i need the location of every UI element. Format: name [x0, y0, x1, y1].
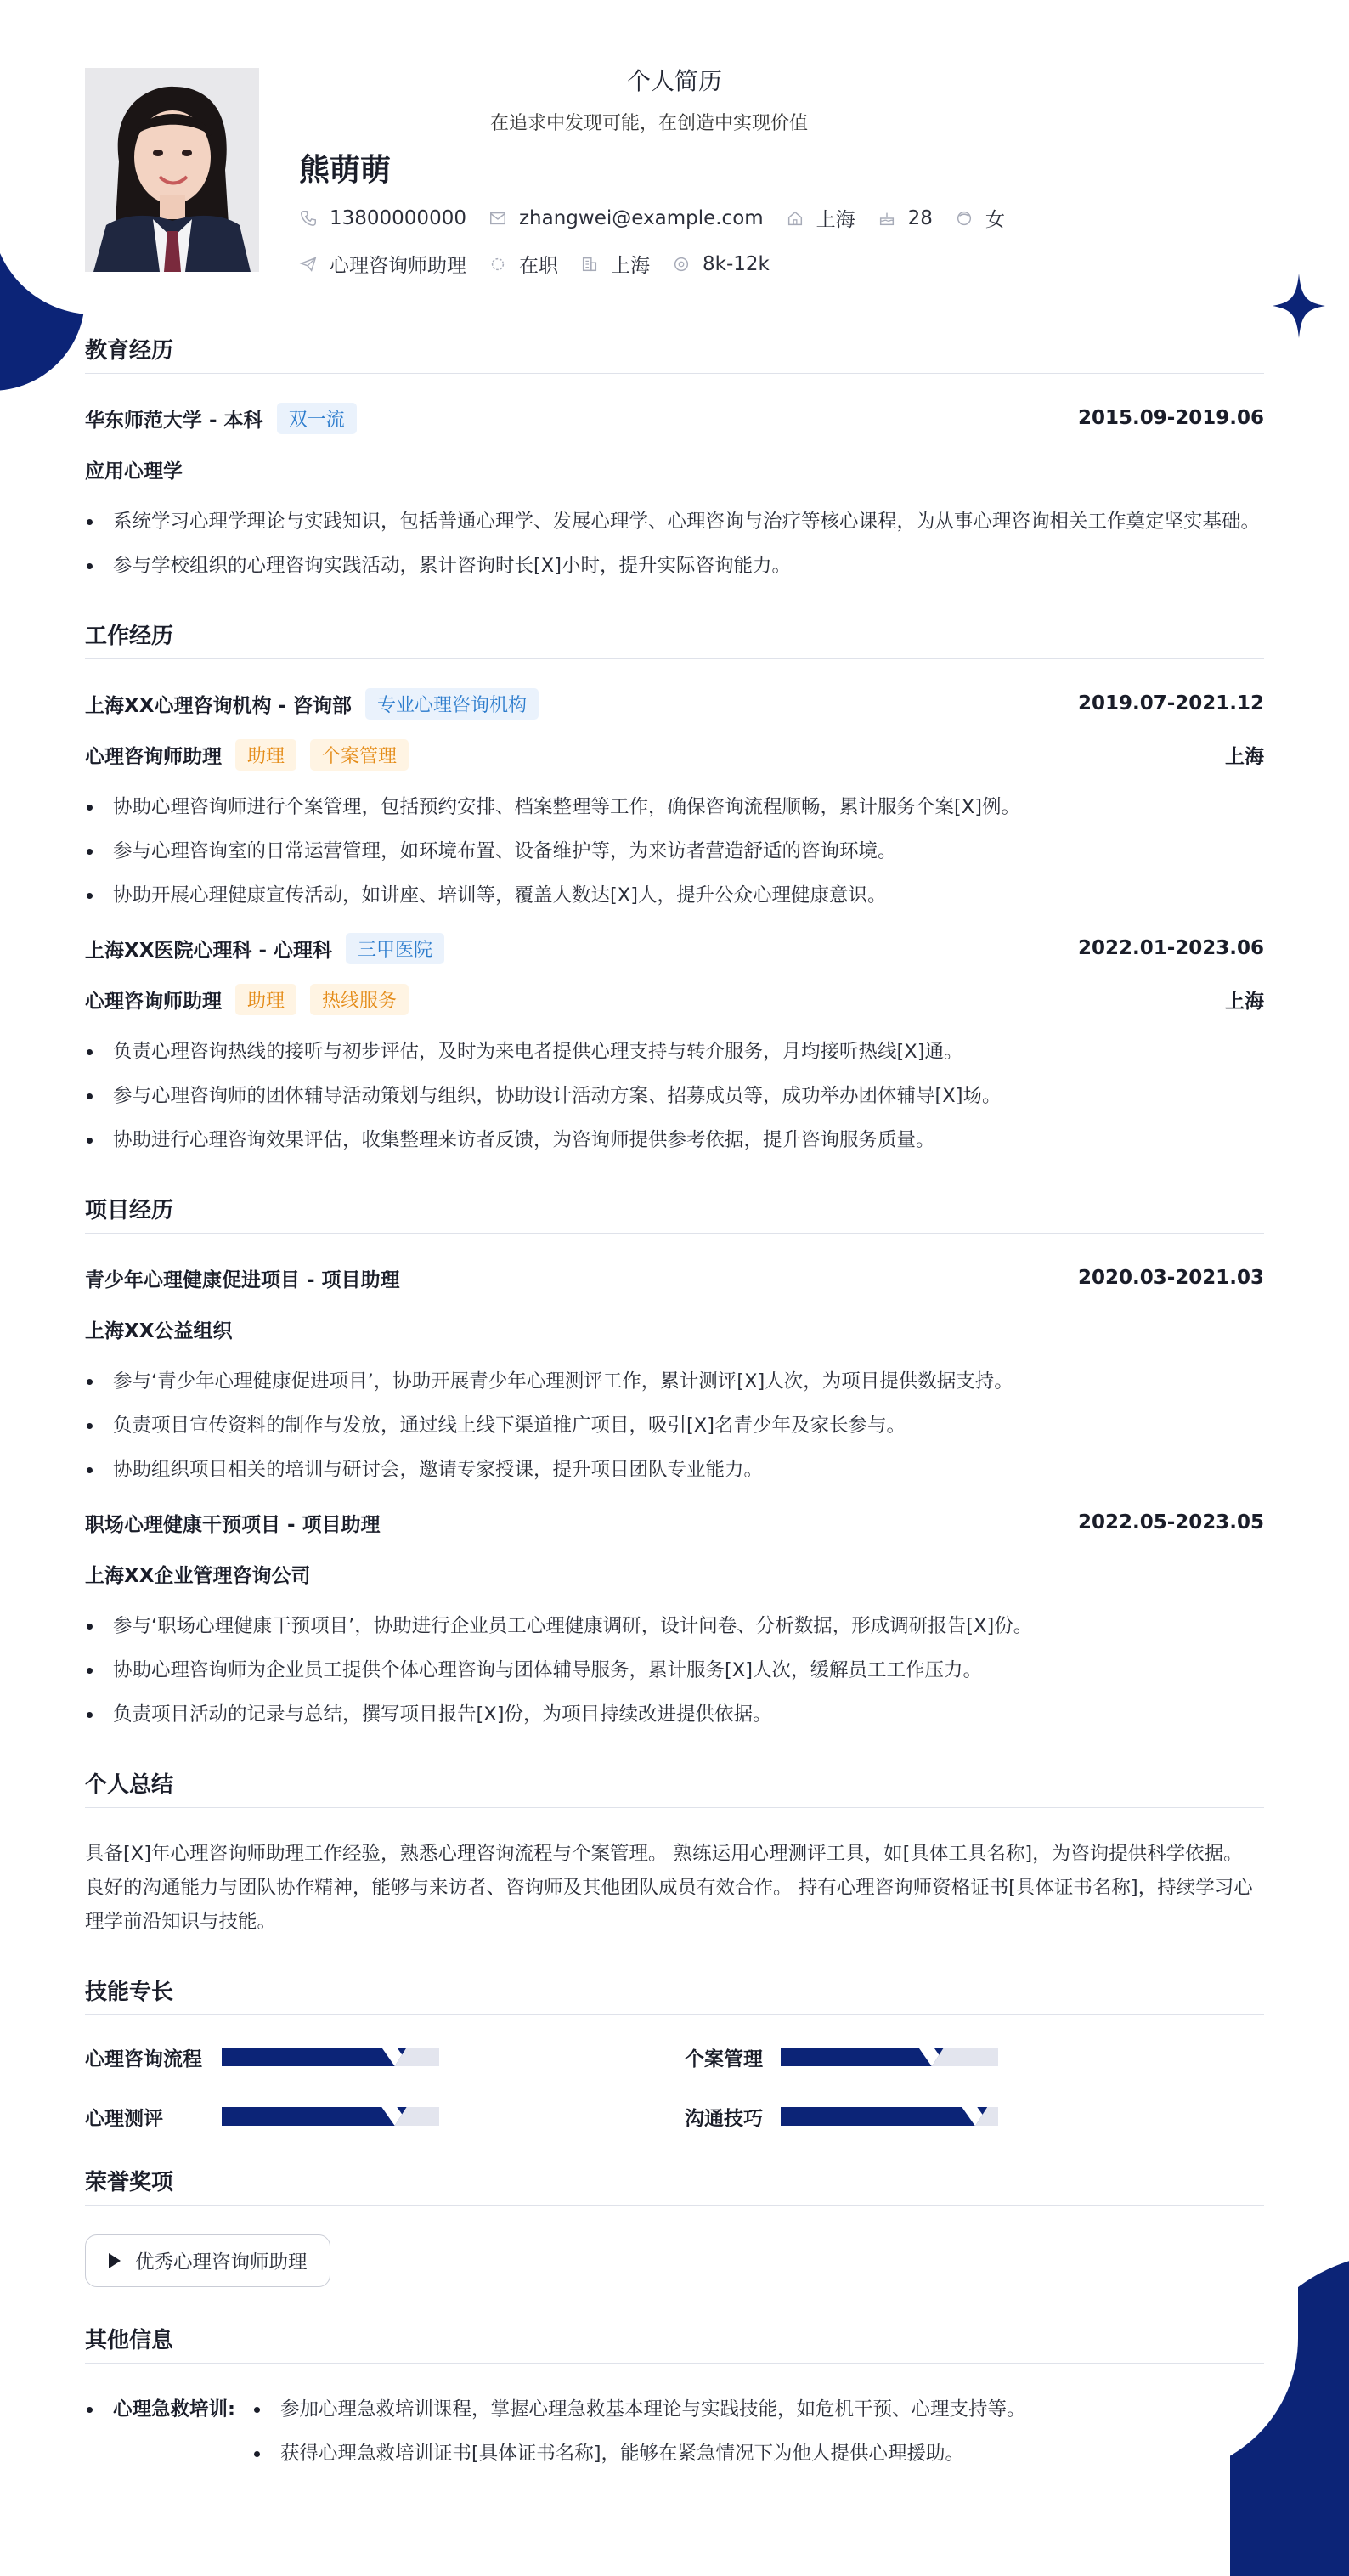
- skill-name: 个案管理: [685, 2048, 763, 2070]
- school-tag: 双一流: [277, 403, 357, 434]
- list-item: 获得心理急救培训证书[具体证书名称]，能够在紧急情况下为他人提供心理援助。: [252, 2437, 1026, 2471]
- work-role: 心理咨询师助理: [85, 745, 222, 768]
- job-status: 在职: [488, 250, 558, 278]
- work-city: 上海: [1225, 990, 1264, 1013]
- resume-content: [85, 333, 1264, 2517]
- list-item: 参与心理咨询师的团体辅导活动策划与组织，协助设计活动方案、招募成员等，成功举办团体辅导[X]场。: [85, 1079, 1264, 1113]
- list-item: 负责项目宣传资料的制作与发放，通过线上线下渠道推广项目，吸引[X]名青少年及家长参与。: [85, 1409, 1264, 1443]
- status-icon: [488, 255, 507, 274]
- project-entry: [85, 1263, 1264, 1487]
- list-item: 负责项目活动的记录与总结，撰写项目报告[X]份，为项目持续改进提供依据。: [85, 1698, 1264, 1731]
- building-icon: [580, 255, 599, 274]
- work-role-tag: 助理: [235, 984, 296, 1015]
- other-label: 心理急救培训:: [85, 2392, 252, 2481]
- work-title: 工作经历: [85, 619, 1264, 659]
- work-org-tag: 专业心理咨询机构: [365, 688, 539, 720]
- skill-item: [85, 2104, 685, 2129]
- project-name: 职场心理健康干预项目 - 项目助理: [85, 1513, 381, 1536]
- home-icon: [786, 209, 804, 228]
- person-name: 熊萌萌: [299, 153, 392, 188]
- work-bullets: [85, 1035, 1264, 1157]
- work-city: 上海: [1225, 745, 1264, 768]
- work-period: 2019.07-2021.12: [1077, 692, 1264, 715]
- list-item: 参加心理急救培训课程，掌握心理急救基本理论与实践技能，如危机干预、心理支持等。: [252, 2392, 1026, 2426]
- list-item: 参与‘职场心理健康干预项目’，协助进行企业员工心理健康调研，设计问卷、分析数据，形成调研报告[X]份。: [85, 1609, 1264, 1643]
- major-name: 应用心理学: [85, 460, 183, 483]
- awards-title: 荣誉奖项: [85, 2165, 1264, 2206]
- list-item: 负责心理咨询热线的接听与初步评估，及时为来电者提供心理支持与转介服务，月均接听热线[X]通。: [85, 1035, 1264, 1069]
- other-bullets: [252, 2392, 1026, 2481]
- project-section: [85, 1193, 1264, 1731]
- play-icon: [108, 2252, 121, 2269]
- skill-bar: [781, 2107, 998, 2126]
- skill-item: [685, 2044, 1264, 2070]
- contact-age: 28: [878, 207, 933, 229]
- project-period: 2020.03-2021.03: [1077, 1267, 1264, 1289]
- skill-bar: [222, 2048, 439, 2066]
- page-subtitle: 在追求中发现可能，在创造中实现价值: [489, 113, 808, 134]
- work-role-tag: 热线服务: [310, 984, 409, 1015]
- list-item: 协助进行心理咨询效果评估，收集整理来访者反馈，为咨询师提供参考依据，提升咨询服务质量。: [85, 1123, 1264, 1157]
- salary-icon: [672, 255, 691, 274]
- contact-email: zhangwei@example.com: [488, 207, 764, 229]
- work-role: 心理咨询师助理: [85, 990, 222, 1013]
- list-item: 参与学校组织的心理咨询实践活动，累计咨询时长[X]小时，提升实际咨询能力。: [85, 549, 1264, 583]
- star-icon: [1273, 274, 1325, 338]
- education-title: 教育经历: [85, 333, 1264, 374]
- other-section: [85, 2323, 1264, 2481]
- skill-name: 沟通技巧: [685, 2107, 763, 2130]
- contact-city: 上海: [786, 204, 855, 232]
- contact-row: [299, 204, 1027, 232]
- education-bullets: [85, 505, 1264, 583]
- summary-section: [85, 1767, 1264, 1939]
- work-entry: [85, 688, 1264, 912]
- contact-phone: 13800000000: [299, 207, 466, 229]
- profile-photo: [85, 68, 259, 272]
- list-item: 系统学习心理学理论与实践知识，包括普通心理学、发展心理学、心理咨询与治疗等核心课程，为从事心理咨询相关工作奠定坚实基础。: [85, 505, 1264, 539]
- work-org: 上海XX心理咨询机构 - 咨询部: [85, 694, 353, 717]
- list-item: 协助开展心理健康宣传活动，如讲座、培训等，覆盖人数达[X]人，提升公众心理健康意识。: [85, 878, 1264, 912]
- education-entry: [85, 403, 1264, 583]
- work-org-tag: 三甲医院: [346, 933, 444, 964]
- job-intent-row: [299, 250, 792, 278]
- education-period: 2015.09-2019.06: [1077, 407, 1264, 429]
- list-item: 协助心理咨询师进行个案管理，包括预约安排、档案整理等工作，确保咨询流程顺畅，累计服务个案[X]例。: [85, 790, 1264, 824]
- skill-item: [85, 2044, 685, 2070]
- list-item: 参与‘青少年心理健康促进项目’，协助开展青少年心理测评工作，累计测评[X]人次，为项目提供数据支持。: [85, 1364, 1264, 1398]
- skills-title: 技能专长: [85, 1974, 1264, 2015]
- project-bullets: [85, 1364, 1264, 1487]
- work-org: 上海XX医院心理科 - 心理科: [85, 939, 333, 962]
- award-label: 优秀心理咨询师助理: [135, 2251, 308, 2274]
- work-period: 2022.01-2023.06: [1077, 937, 1264, 959]
- skill-fill: [781, 2107, 987, 2126]
- skill-fill: [781, 2048, 944, 2066]
- summary-title: 个人总结: [85, 1767, 1264, 1808]
- school-name: 华东师范大学 - 本科: [85, 409, 263, 432]
- contact-gender: 女: [955, 204, 1005, 232]
- other-title: 其他信息: [85, 2323, 1264, 2364]
- job-salary: 8k-12k: [672, 253, 770, 275]
- work-bullets: [85, 790, 1264, 912]
- skill-name: 心理测评: [85, 2107, 163, 2130]
- skill-fill: [222, 2107, 407, 2126]
- awards-section: [85, 2165, 1264, 2287]
- list-item: 协助心理咨询师为企业员工提供个体心理咨询与团体辅导服务，累计服务[X]人次，缓解员工工作压力。: [85, 1653, 1264, 1687]
- work-entry: [85, 933, 1264, 1157]
- skill-item: [685, 2104, 1264, 2129]
- phone-icon: [299, 209, 318, 228]
- project-period: 2022.05-2023.05: [1077, 1511, 1264, 1534]
- project-org: 上海XX公益组织: [85, 1319, 233, 1342]
- skill-name: 心理咨询流程: [85, 2048, 202, 2070]
- page-title: 个人简历: [626, 67, 722, 95]
- award-item[interactable]: [85, 2234, 330, 2287]
- work-role-tag: 助理: [235, 739, 296, 771]
- list-item: 参与心理咨询室的日常运营管理，如环境布置、设备维护等，为来访者营造舒适的咨询环境。: [85, 834, 1264, 868]
- project-entry: [85, 1507, 1264, 1731]
- send-icon: [299, 255, 318, 274]
- summary-text: 具备[X]年心理咨询师助理工作经验，熟悉心理咨询流程与个案管理。 熟练运用心理测评工具，如[具体工具名称]，为咨询提供科学依据。 良好的沟通能力与团队协作精神，能够与来访者、咨询师及其他团队成员有效合作。 持有心理咨询师资格证书[具体证书名称]，持续学习心理学前沿知识与技能。: [85, 1843, 1253, 1933]
- skill-bar: [781, 2048, 998, 2066]
- skills-section: [85, 1974, 1264, 2129]
- skill-bar: [222, 2107, 439, 2126]
- list-item: 协助组织项目相关的培训与研讨会，邀请专家授课，提升项目团队专业能力。: [85, 1453, 1264, 1487]
- gender-icon: [955, 209, 974, 228]
- mail-icon: [488, 209, 507, 228]
- cake-icon: [878, 209, 896, 228]
- project-title: 项目经历: [85, 1193, 1264, 1234]
- work-role-tag: 个案管理: [310, 739, 409, 771]
- project-bullets: [85, 1609, 1264, 1731]
- job-title: 心理咨询师助理: [299, 250, 466, 278]
- education-section: [85, 333, 1264, 583]
- skill-fill: [222, 2048, 407, 2066]
- work-section: [85, 619, 1264, 1157]
- job-city: 上海: [580, 250, 650, 278]
- project-org: 上海XX企业管理咨询公司: [85, 1564, 311, 1587]
- project-name: 青少年心理健康促进项目 - 项目助理: [85, 1268, 400, 1291]
